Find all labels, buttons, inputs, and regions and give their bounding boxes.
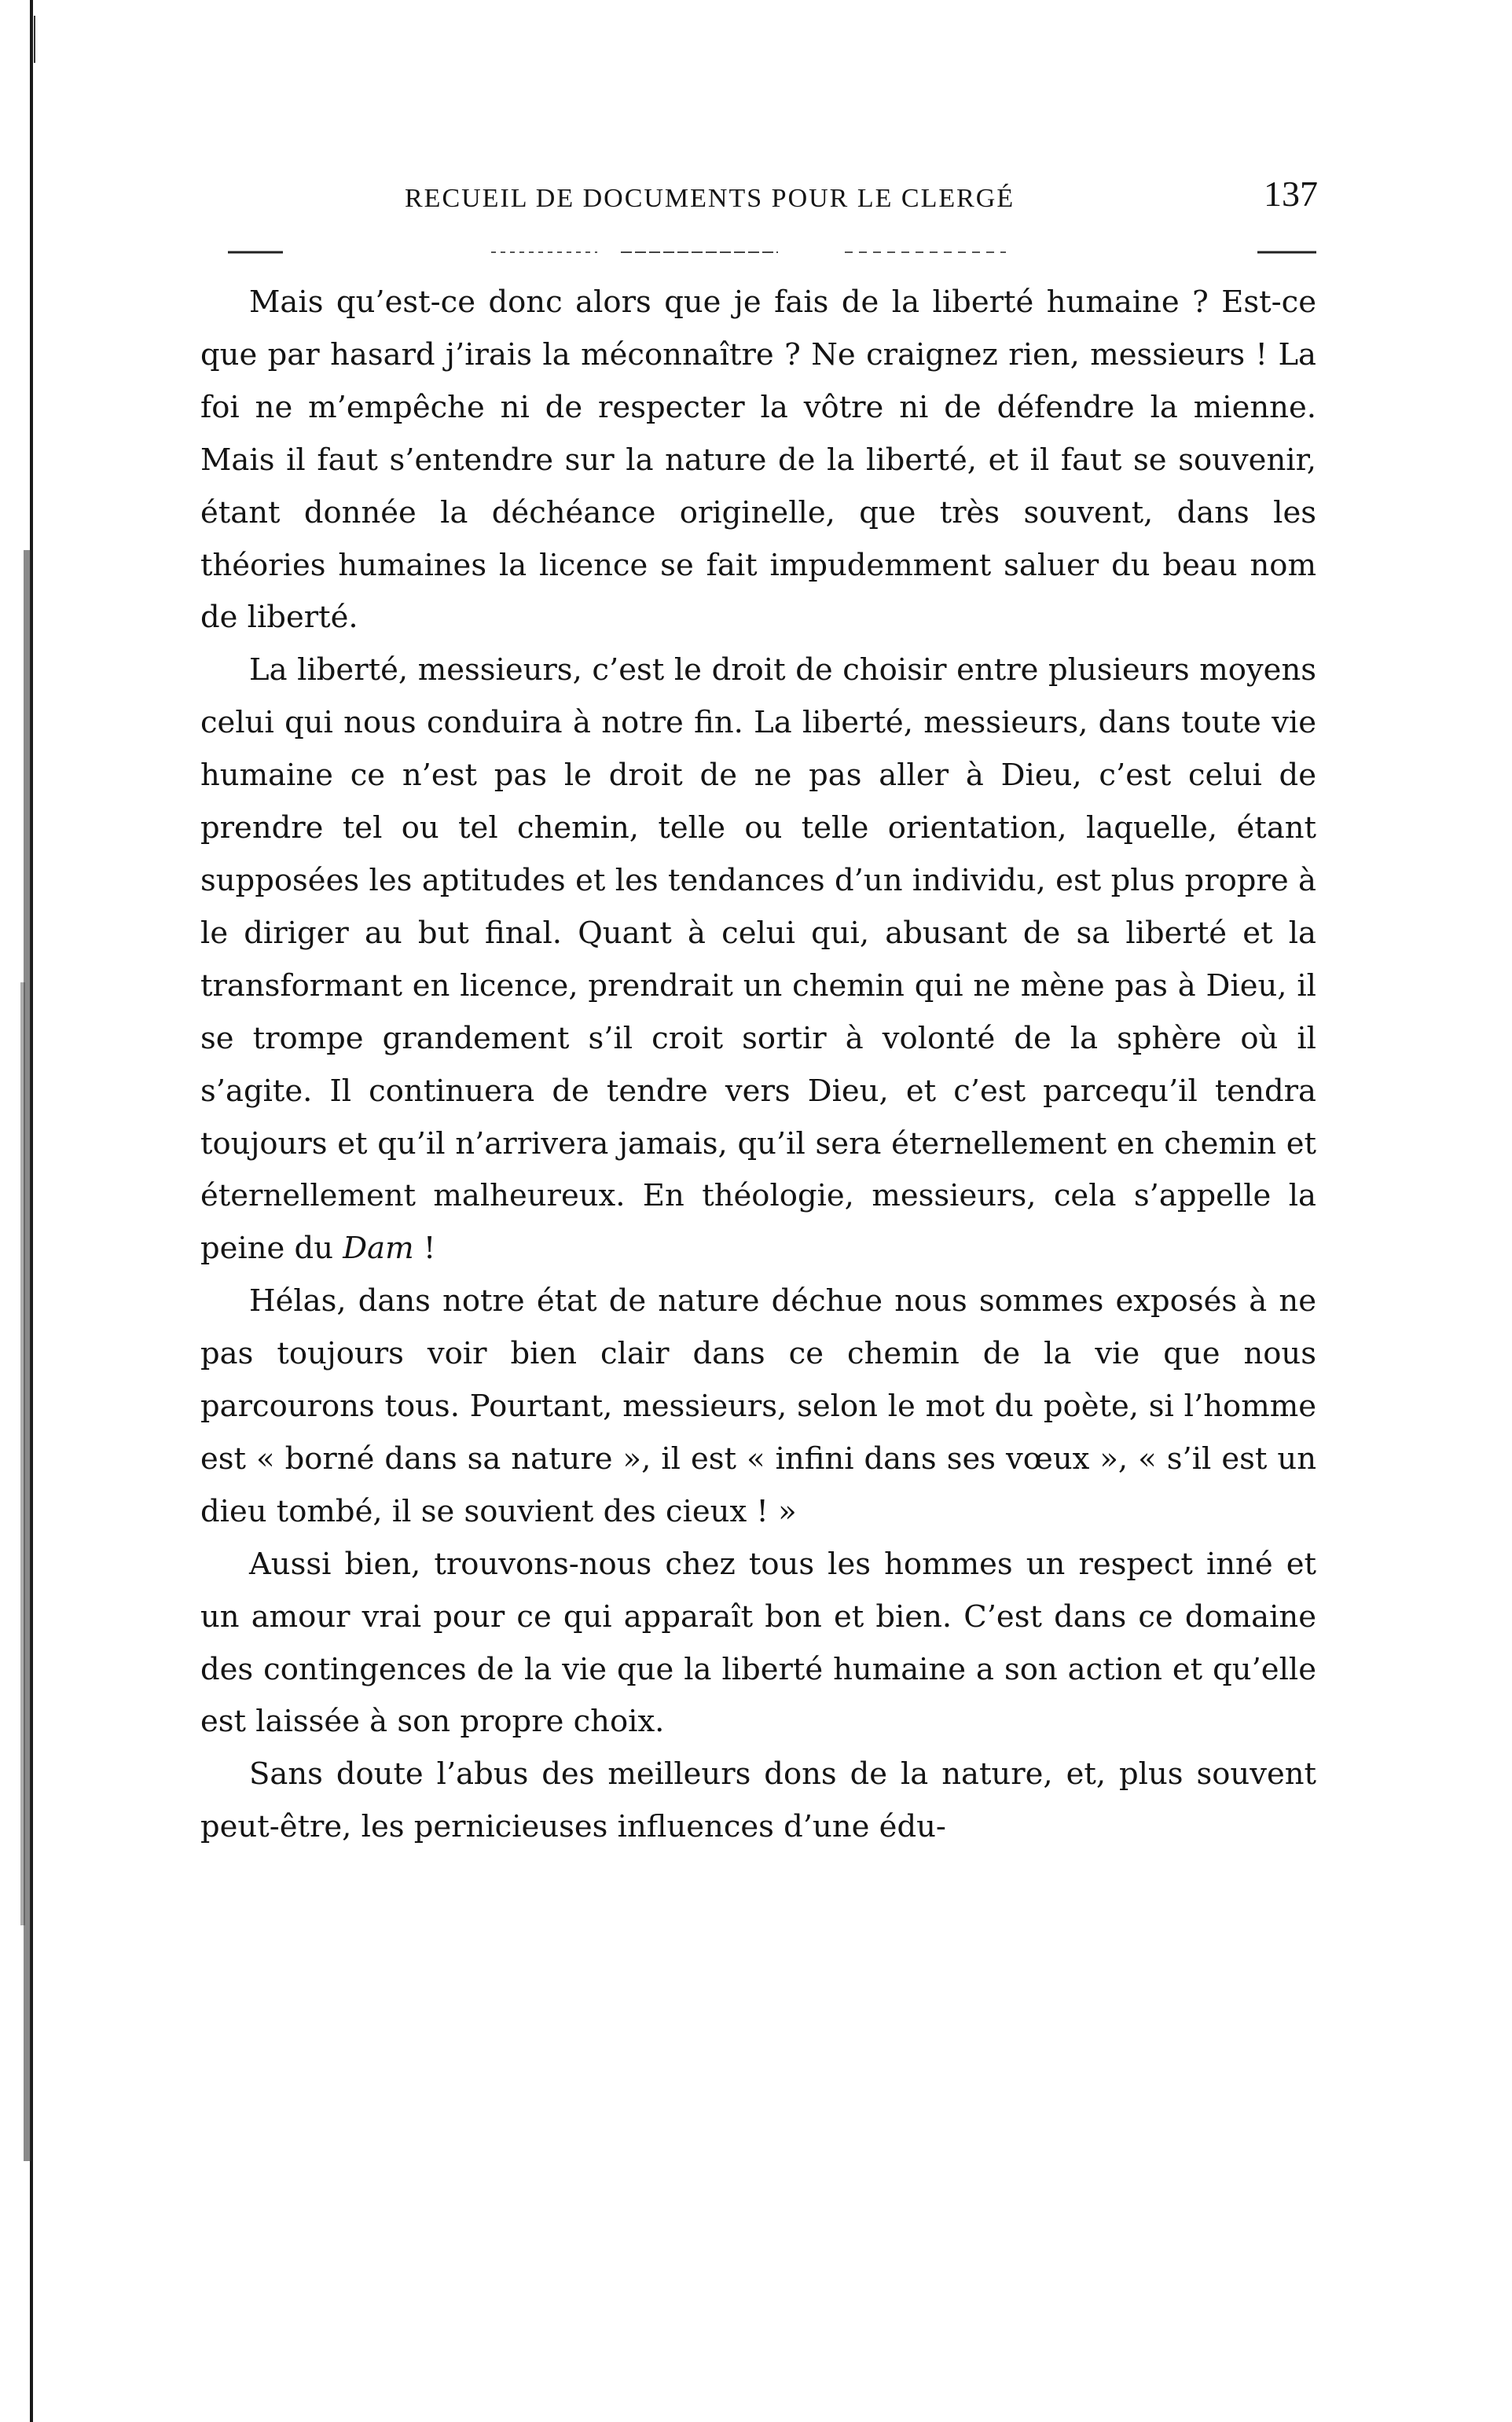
paragraph-3: Hélas, dans notre état de nature déchue nous sommes exposés à ne pas toujours voir bien clair dans ce chemin de la vie que nous parcourons tous. Pourtant, messieurs, selon le mot du poète, si l’homme est « borné dans sa nature », il est « infini dans ses vœux », « s’il est un dieu tombé, il se souvient des cieux ! » — [200, 1283, 1316, 1529]
emphasis-dam: Dam — [343, 1231, 414, 1267]
paragraph-5: Sans doute l’abus des meilleurs dons de la nature, et, plus souvent peut-être, les pernicieuses influences d’une édu- — [200, 1756, 1316, 1845]
paragraph-1: Mais qu’est-ce donc alors que je fais de la liberté humaine ? Est-ce que par hasard j’irais la méconnaître ? Ne craignez rien, messieurs ! La foi ne m’empêche ni de respecter la vôtre ni de défendre la mienne. Mais il faut s’entendre sur la nature de la liberté, et il faut se souvenir, étant donnée la déchéance originelle, que très souvent, dans les théories humaines la licence se fait impudemment saluer du beau nom de liberté. — [200, 284, 1316, 636]
running-title: RECUEIL DE DOCUMENTS POUR LE CLERGÉ — [405, 184, 1015, 213]
paragraph-4: Aussi bien, trouvons-nous chez tous les hommes un respect inné et un amour vrai pour ce qui apparaît bon et bien. C’est dans ce domaine des contingences de la vie que la liberté humaine a son action et qu’elle est laissée à son propre choix. — [200, 1546, 1316, 1740]
running-head — [200, 173, 1326, 228]
binding-edge-shadow — [17, 0, 38, 2422]
page-number: 137 — [1264, 174, 1318, 214]
paragraph-2: La liberté, messieurs, c’est le droit de choisir entre plusieurs moyens celui qui nous conduira à notre fin. La liberté, messieurs, dans toute vie humaine ce n’est pas le droit de ne pas aller à Dieu, c’est celui de prendre tel ou tel chemin, telle ou telle orientation, laquelle, étant supposées les aptitudes et les tendances d’un individu, est plus propre à le diriger au but final. Quant à celui qui, abusant de sa liberté et la transformant en licence, prendrait un chemin qui ne mène pas à Dieu, il se trompe grandement s’il croit sortir à volonté de la sphère où il s’agite. Il continuera de tendre vers Dieu, et c’est parcequ’il tendra toujours et qu’il n’arrivera jamais, qu’il sera éternellement en chemin et éternellement malheureux. En théologie, messieurs, cela s’appelle la peine du Dam ! — [200, 652, 1316, 1267]
header-rule — [228, 250, 1316, 255]
body-text — [200, 277, 1316, 1854]
